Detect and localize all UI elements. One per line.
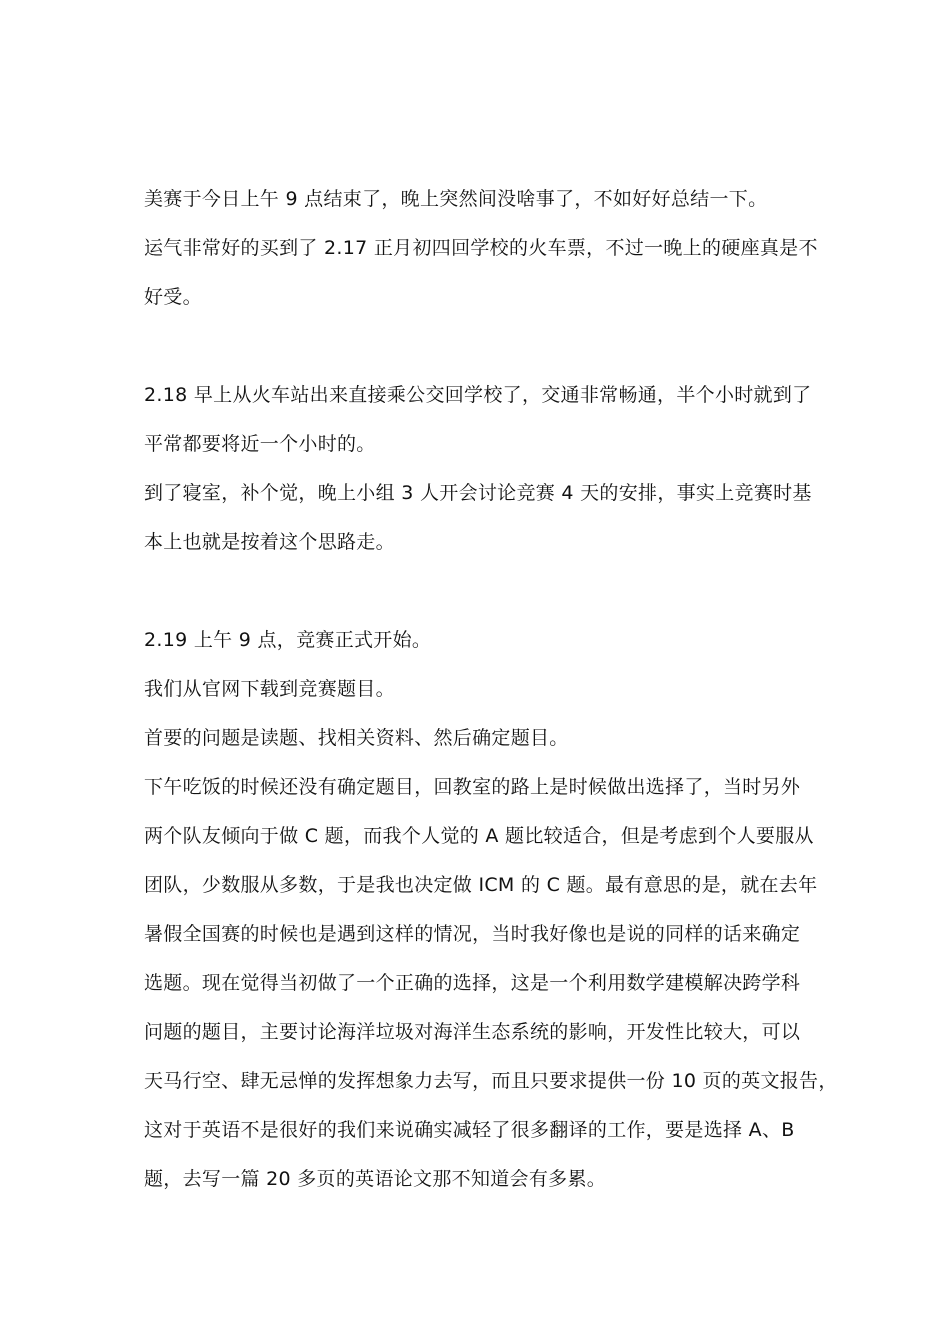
text-line: 首要的问题是读题、找相关资料、然后确定题目。 (144, 727, 569, 749)
paragraph-gap (144, 322, 824, 371)
text-line: 这对于英语不是很好的我们来说确实减轻了很多翻译的工作，要是选择 A、B (144, 1119, 795, 1141)
text-line: 2.18 早上从火车站出来直接乘公交回学校了，交通非常畅通，半个小时就到了 (144, 384, 812, 406)
text-line: 天马行空、肆无忌惮的发挥想象力去写，而且只要求提供一份 10 页的英文报告， (144, 1070, 838, 1092)
document-body (144, 175, 838, 1204)
text-line: 我们从官网下载到竞赛题目。 (144, 678, 395, 700)
text-line: 好受。 (144, 286, 202, 308)
text-line: 运气非常好的买到了 2.17 正月初四回学校的火车票，不过一晚上的硬座真是不 (144, 237, 818, 259)
text-line: 到了寝室，补个觉，晚上小组 3 人开会讨论竞赛 4 天的安排，事实上竞赛时基 (144, 482, 812, 504)
text-line: 团队，少数服从多数，于是我也决定做 ICM 的 C 题。最有意思的是，就在去年 (144, 874, 818, 896)
text-line: 题，去写一篇 20 多页的英语论文那不知道会有多累。 (144, 1168, 607, 1190)
text-line: 暑假全国赛的时候也是遇到这样的情况，当时我好像也是说的同样的话来确定 (144, 923, 801, 945)
text-line: 平常都要将近一个小时的。 (144, 433, 376, 455)
text-line: 问题的题目，主要讨论海洋垃圾对海洋生态系统的影响，开发性比较大，可以 (144, 1021, 801, 1043)
text-line: 两个队友倾向于做 C 题，而我个人觉的 A 题比较适合，但是考虑到个人要服从 (144, 825, 814, 847)
text-line: 下午吃饭的时候还没有确定题目，回教室的路上是时候做出选择了，当时另外 (144, 776, 801, 798)
text-line: 本上也就是按着这个思路走。 (144, 531, 395, 553)
text-line: 选题。现在觉得当初做了一个正确的选择，这是一个利用数学建模解决跨学科 (144, 972, 801, 994)
text-line: 2.19 上午 9 点，竞赛正式开始。 (144, 629, 432, 651)
text-line: 美赛于今日上午 9 点结束了，晚上突然间没啥事了，不如好好总结一下。 (144, 188, 768, 210)
paragraph-gap (144, 567, 824, 616)
